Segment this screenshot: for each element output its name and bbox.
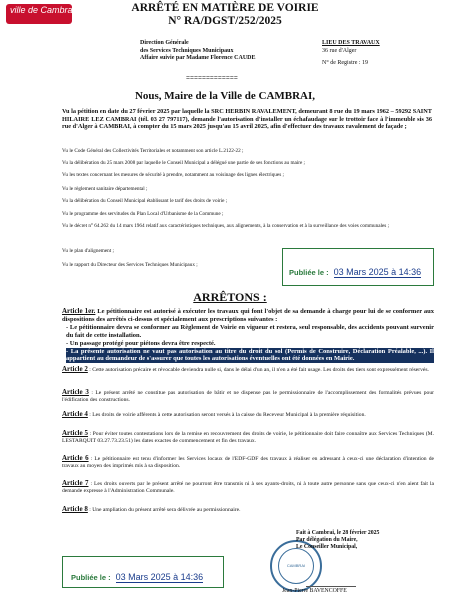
consideration-item: Vu le décret n° 64.262 du 14 mars 1964 relatif aux caractéristiques techniques, aux alignements, à la conservation et à la surveillance des voies communales ; <box>62 223 390 229</box>
seal-text: CAMBRAI <box>278 548 314 584</box>
department-line-1: Direction Générale <box>140 40 189 46</box>
article-heading: Article 6 <box>62 454 89 462</box>
article-text: : Pour éviter toutes contestations lors de la remise en recouvrement des droits de voirie, le pétitionnaire doit faire connaître aux Services Techniques (M. LESTARQUIT 03.27.73.23.51) les dates exactes de commencement et fin des travaux. <box>62 431 434 444</box>
department-line-3: Affaire suivie par Madame Florence CAUDE <box>140 55 256 61</box>
consideration-item: Vu le plan d'alignement ; <box>62 248 114 254</box>
article-1-item: - Un passage protégé pour piétons devra être respecté. <box>66 339 216 347</box>
separator: ============= <box>186 74 238 82</box>
stamp-label: Publiée le : <box>289 268 329 277</box>
logo-text: ville de Cambrai <box>10 5 75 15</box>
consideration-item: Vu les textes concernant les mesures de sécurité à prendre, notamment au voisinage des lignes électriques ; <box>62 172 284 178</box>
stamp-date: 03 Mars 2025 à 14:36 <box>333 267 422 277</box>
article-text: : Cette autorisation précaire et révocable deviendra nulle si, dans le délai d'un an, il n'en a été fait usage. Les droits des tiers sont expressément réservés. <box>87 367 429 373</box>
intro-paragraph: Vu la pétition en date du 27 février 2025 par laquelle la SRC HERBIN RAVALEMENT, demeurant 8 rue du 19 mars 1962 – 59292 SAINT HILAIRE LEZ CAMBRAI (tél. 03 27 797117), demande l'autorisation d'installer un échafaudage sur le trottoir face à l'immeuble sis 36 rue d'Alger à CAMBRAI, à compter du 15 mars 2025 jusqu'au 15 avril 2025, afin d'effectuer des travaux ravalement de façade ; <box>62 108 432 131</box>
article-text: : Une ampliation du présent arrêté sera délivrée au permissionnaire. <box>87 507 241 513</box>
document-title <box>80 2 370 28</box>
article-text: : Le présent arrêté ne constitue pas autorisation de bâtir et ne dispense pas le permissionnaire de l'accomplissement des formalités prévues pour l'édification des constructions. <box>62 390 434 403</box>
city-logo <box>6 4 75 24</box>
department-line-2: des Services Techniques Municipaux <box>140 47 234 54</box>
article-8 <box>62 506 302 514</box>
department-block <box>140 40 290 63</box>
article-6 <box>62 455 434 470</box>
consideration-item: Vu la délibération du 25 mars 2008 par laquelle le Conseil Municipal a délégué une partie de ses fonctions au maire ; <box>62 160 305 166</box>
arretons-heading: ARRÊTONS : <box>193 290 267 304</box>
consideration-item: Vu le programme des servitudes du Plan Local d'Urbanisme de la Commune ; <box>62 211 224 217</box>
article-7 <box>62 480 434 495</box>
article-3 <box>62 389 434 404</box>
article-1 <box>62 308 434 363</box>
article-heading: Article 8 <box>62 505 88 513</box>
article-text: : Les droits ouverts par le présent arrêté ne pourront être transmis ni à ses ayants-droits, ni à toute autre personne sans que ceux-ci n'en aient fait la demande expresse à l'Administration Communale. <box>62 481 434 494</box>
article-text: Le pétitionnaire est autorisé à exécuter les travaux qui font l'objet de sa demande à charge pour lui de se conformer aux dispositions des arrêtés ci-dessus et spécialement aux prescriptions suivantes : <box>62 308 434 323</box>
article-heading: Article 2 <box>62 365 88 373</box>
publication-stamp-bottom <box>62 556 224 588</box>
stamp-label: Publiée le : <box>71 573 111 582</box>
mayor-heading: Nous, Maire de la Ville de CAMBRAI, <box>134 90 316 102</box>
signature-delegation: Par délégation du Maire, <box>296 537 358 543</box>
signature-role: Le Conseiller Municipal, <box>296 544 358 550</box>
location-label: LIEU DES TRAVAUX <box>322 40 380 46</box>
title-line-1: ARRÊTÉ EN MATIÈRE DE VOIRIE <box>131 2 319 14</box>
signature-place-date: Fait à Cambrai, le 28 février 2025 <box>296 530 380 536</box>
article-heading: Article 7 <box>62 479 89 487</box>
article-text: : Le pétitionnaire est tenu d'informer les Services locaux de l'EDF-GDF des travaux à réaliser en adressant à ceux-ci une déclaration d'intention de travaux au moyen des imprimés mis à sa disposition. <box>62 456 434 469</box>
article-text: : Les droits de voirie afférents à cette autorisation seront versés à la caisse du Receveur Municipal à la première réquisition. <box>87 412 366 418</box>
consideration-item: Vu le règlement sanitaire départemental ; <box>62 186 148 192</box>
article-1-item: - Le pétitionnaire devra se conformer au Règlement de Voirie en vigueur et restera, seul responsable, des accidents pouvant survenir du fait de cette installation. <box>66 323 434 339</box>
article-heading: Article 1er. <box>62 307 96 315</box>
article-heading: Article 4 <box>62 410 88 418</box>
registre-number: N° de Registre : 19 <box>322 60 369 66</box>
location-address: 36 rue d'Alger <box>322 47 357 54</box>
consideration-item: Vu la délibération du Conseil Municipal établissant le tarif des droits de voirie ; <box>62 198 228 204</box>
consideration-item: Vu le Code Général des Collectivités Territoriales et notamment son article L.2122-22 ; <box>62 148 244 154</box>
stamp-date: 03 Mars 2025 à 14:36 <box>115 572 204 582</box>
publication-stamp <box>282 248 434 286</box>
article-4 <box>62 411 434 419</box>
signatory-name: Jean-Pierre BAVENCOFFE <box>282 588 347 594</box>
signature-block <box>296 530 436 551</box>
location-block <box>322 40 442 68</box>
article-1-highlighted-item: - La présente autorisation ne vaut pas autorisation au titre du droit du sol (Permis de Construire, Déclaration Préalable, ...). Il appartient au demandeur de s'assurer que toutes les autorisations éventuelles ont été données en Mairie. <box>66 347 434 363</box>
article-heading: Article 5 <box>62 429 89 437</box>
article-heading: Article 3 <box>62 388 89 396</box>
consideration-item: Vu le rapport du Directeur des Services Techniques Municipaux ; <box>62 262 198 268</box>
article-2 <box>62 366 434 374</box>
article-5 <box>62 430 434 445</box>
title-line-2: N° RA/DGST/252/2025 <box>168 15 282 27</box>
handwritten-signature <box>306 572 356 587</box>
